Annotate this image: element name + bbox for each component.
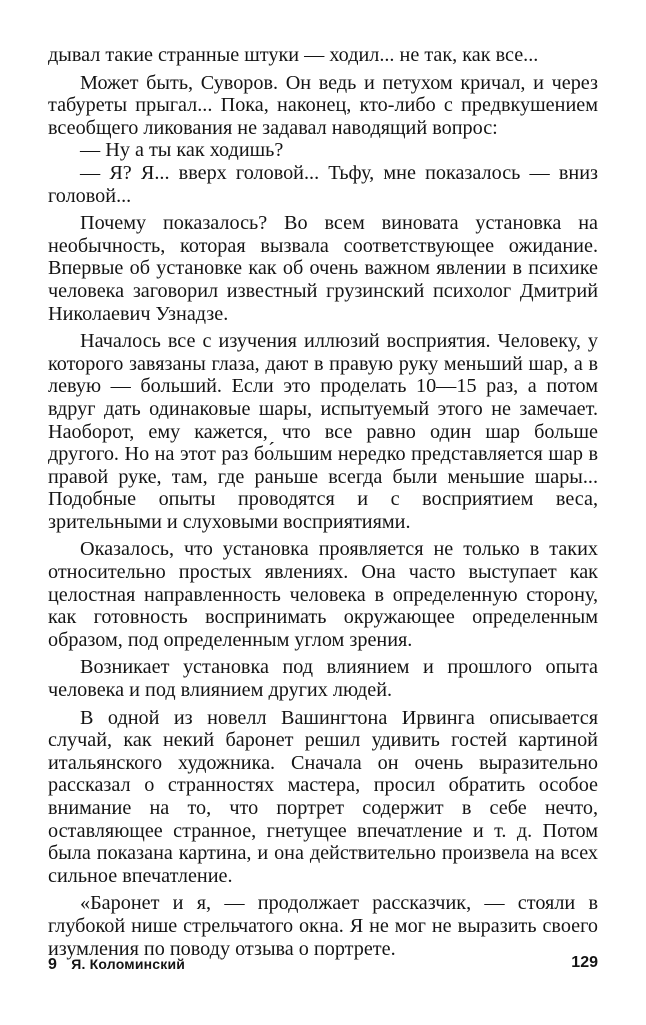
paragraph: Может быть, Суворов. Он ведь и петухом кричал, и через табуреты прыгал... Пока, наконец, кто-либо с предвкушением всеобщего ликования не задавал наводящий вопрос:	[48, 71, 598, 139]
paragraph-continuation: дывал такие странные штуки — ходил... не так, как все...	[48, 44, 539, 66]
signature-author: Я. Коломинский	[71, 956, 186, 972]
paragraph: Возникает установка под влиянием и прошлого опыта человека и под влиянием других людей.	[48, 656, 598, 702]
body-text	[48, 44, 598, 960]
paragraph-dialogue: — Ну а ты как ходишь?	[80, 139, 284, 162]
book-page	[48, 44, 598, 960]
paragraph-dialogue: — Я? Я... вверх головой... Тьфу, мне показалось — вниз головой...	[48, 161, 598, 207]
signature-number: 9	[48, 956, 58, 973]
page-footer	[48, 954, 598, 978]
page-number: 129	[571, 954, 598, 971]
printer-signature	[48, 956, 185, 974]
paragraph: «Баронет и я, — продолжает рассказчик, — стояли в глубокой нише стрельчатого окна. Я не мог не выразить своего изумления по поводу отзыва о портрете.	[48, 892, 598, 960]
paragraph: Началось все с изучения иллюзий восприятия. Человеку, у которого завязаны глаза, дают в правую руку меньший шар, а в левую — больший. Если это проделать 10—15 раз, а потом вдруг дать одинаковые шары, испытуемый этого не замечает. Наоборот, ему кажется, что все равно один шар больше другого. Но на этот раз бо́льшим нередко представляется шар в правой руке, там, где раньше всегда были меньшие шары... Подобные опыты проводятся и с восприятием веса, зрительными и слуховыми восприятиями.	[48, 330, 598, 533]
paragraph: В одной из новелл Вашингтона Ирвинга описывается случай, как некий баронет решил удивить гостей картиной итальянского художника. Сначала он очень выразительно рассказал о странностях мастера, просил обратить особое внимание на то, что портрет содержит в себе нечто, оставляющее странное, гнетущее впечатление и т. д. Потом была показана картина, и она действительно произвела на всех сильное впечатление.	[48, 706, 598, 887]
paragraph: Почему показалось? Во всем виновата установка на необычность, которая вызвала соответствующее ожидание. Впервые об установке как об очень важном явлении в психике человека заговорил известный грузинский психолог Дмитрий Николаевич Узнадзе.	[48, 212, 598, 325]
paragraph: Оказалось, что установка проявляется не только в таких относительно простых явлениях. Она часто выступает как целостная направленность человека в определенную сторону, как готовность воспринимать окружающее определенным образом, под определенным углом зрения.	[48, 538, 598, 651]
